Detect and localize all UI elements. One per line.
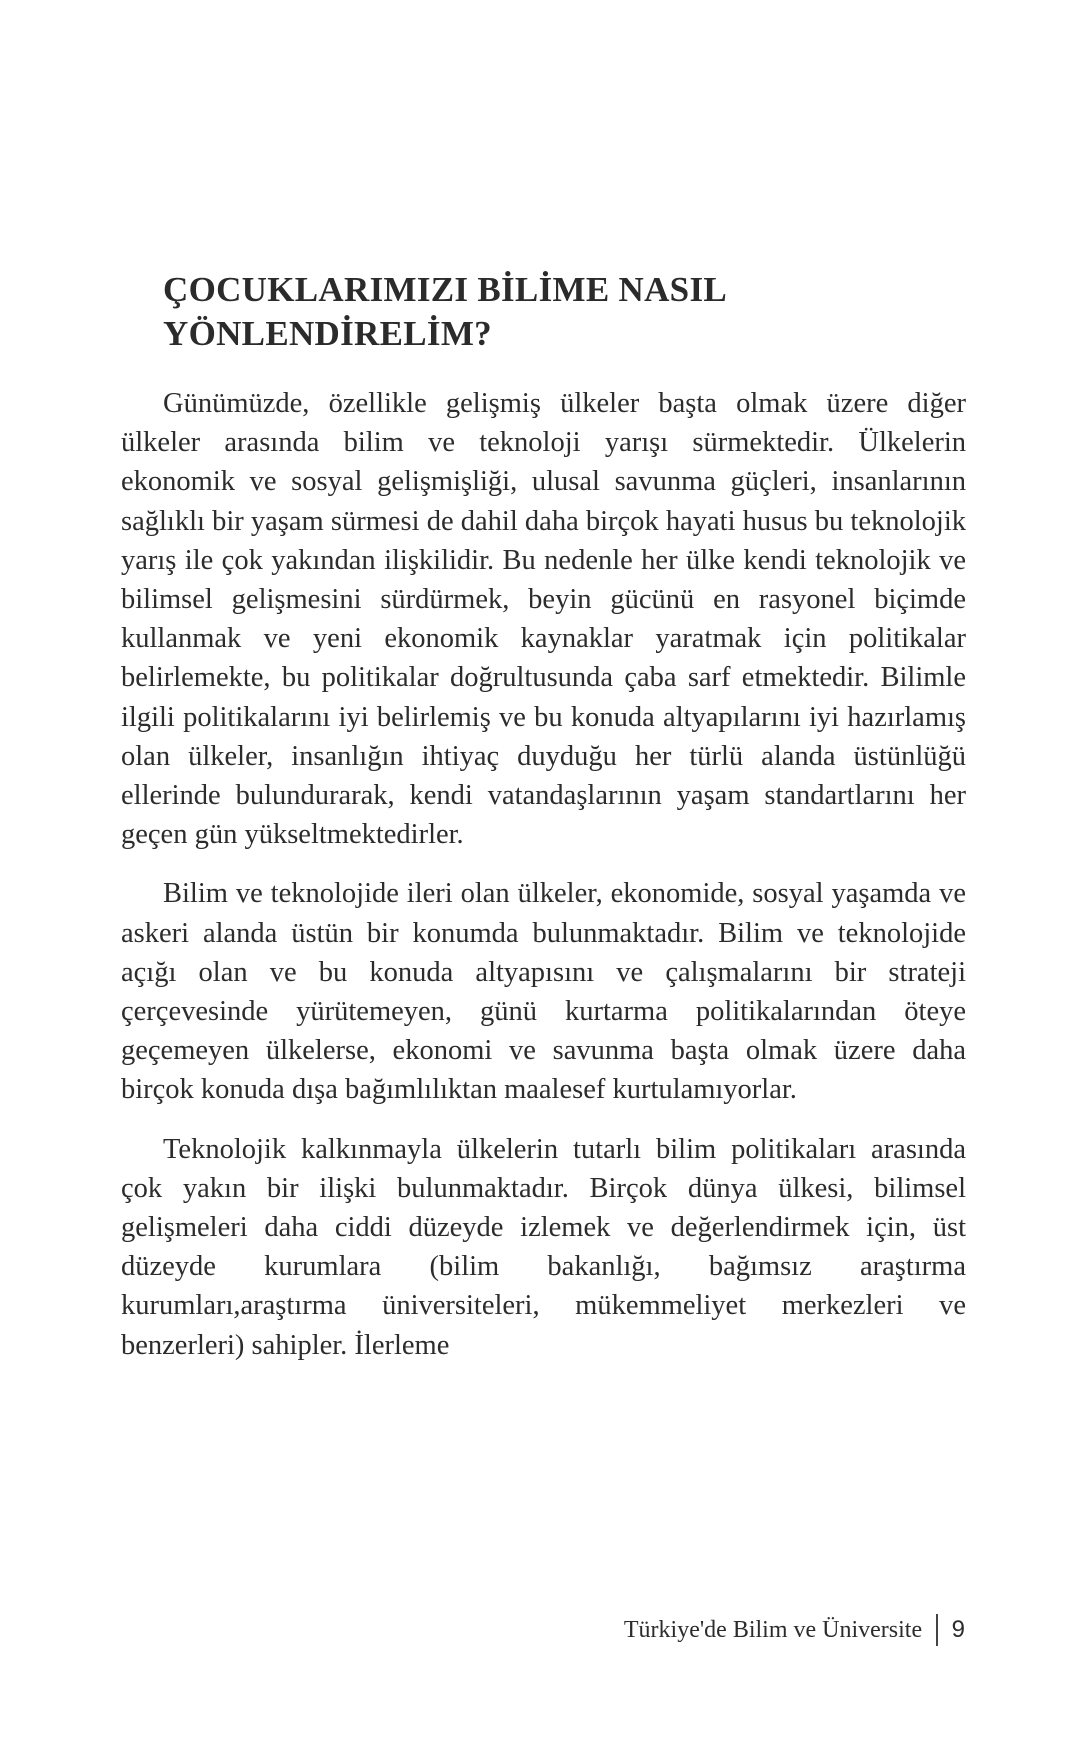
paragraph-3: Teknolojik kalkınmayla ülkelerin tutarlı bilim politikaları arasında çok yakın bir ilişki bulunmaktadır. Birçok dünya ülkesi, bilimsel gelişmeleri daha ciddi düzeyde izlemek ve değerlendirmek için, üst düzeyde kurumlara (bilim bakanlığı, bağımsız araştırma kurumları,araştırma üniversiteleri, mükemmeliyet merkezleri ve benzerleri) sahipler. İlerleme	[121, 1133, 966, 1361]
running-footer-title: Türkiye'de Bilim ve Üniversite	[623, 1616, 923, 1643]
page-number: 9	[951, 1616, 965, 1643]
chapter-title-line-2: YÖNLENDİRELİM?	[163, 314, 492, 353]
chapter-title	[163, 268, 966, 356]
page-footer	[624, 1610, 965, 1650]
chapter-title-line-1: ÇOCUKLARIMIZI BİLİME NASIL	[163, 270, 728, 309]
page-content	[121, 268, 966, 1385]
footer-divider	[936, 1614, 938, 1646]
paragraph-1: Günümüzde, özellikle gelişmiş ülkeler başta olmak üzere diğer ülkeler arasında bilim ve teknoloji yarışı sürmektedir. Ülkelerin ekonomik ve sosyal gelişmişliği, ulusal savunma güçleri, insanlarının sağlıklı bir yaşam sürmesi de dahil daha birçok hayati husus bu teknolojik yarış ile çok yakından ilişkilidir. Bu nedenle her ülke kendi teknolojik ve bilimsel gelişmesini sürdürmek, beyin gücünü en rasyonel biçimde kullanmak ve yeni ekonomik kaynaklar yaratmak için politikalar belirlemekte, bu politikalar doğrultusunda çaba sarf etmektedir. Bilimle ilgili politikalarını iyi belirlemiş ve bu konuda altyapılarını iyi hazırlamış olan ülkeler, insanlığın ihtiyaç duyduğu her türlü alanda üstünlüğü ellerinde bulundurarak, kendi vatandaşlarının yaşam standartlarını her geçen gün yükseltmektedirler.	[121, 388, 966, 851]
paragraph-2: Bilim ve teknolojide ileri olan ülkeler, ekonomide, sosyal yaşamda ve askeri alanda üstün bir konumda bulunmaktadır. Bilim ve teknolojide açığı olan ve bu konuda altyapısını ve çalışmalarını bir strateji çerçevesinde yürütemeyen, günü kurtarma politikalarından öteye geçemeyen ülkelerse, ekonomi ve savunma başta olmak üzere daha birçok konuda dışa bağımlılıktan maalesef kurtulamıyorlar.	[121, 878, 966, 1106]
